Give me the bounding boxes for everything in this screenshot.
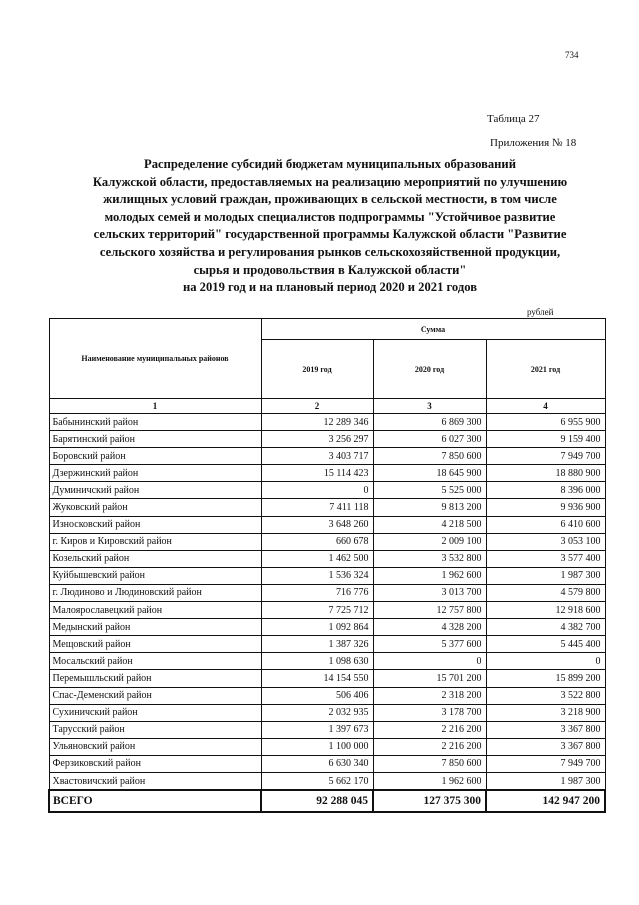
amount-cell-2021: 7 949 700: [486, 755, 605, 772]
col-number: 1: [49, 399, 261, 414]
amount-cell-2021: 3 053 100: [486, 533, 605, 550]
district-name-cell: Думиничский район: [49, 482, 261, 499]
table-row: [49, 465, 605, 482]
amount-cell-2019: 7 725 712: [261, 602, 373, 619]
amount-cell-2019: 2 032 935: [261, 704, 373, 721]
district-name-cell: Барятинский район: [49, 431, 261, 448]
amount-cell-2019: 1 462 500: [261, 550, 373, 567]
district-name-cell: Спас-Деменский район: [49, 687, 261, 704]
amount-cell-2020: 4 218 500: [373, 516, 486, 533]
title-line: сырья и продовольствия в Калужской области": [193, 262, 467, 277]
district-name-cell: Боровский район: [49, 448, 261, 465]
amount-cell-2019: 1 387 326: [261, 636, 373, 653]
col-number: 3: [373, 399, 486, 414]
amount-cell-2020: 6 027 300: [373, 431, 486, 448]
amount-cell-2020: 3 013 700: [373, 584, 486, 601]
amount-cell-2019: 716 776: [261, 584, 373, 601]
table-row: [49, 636, 605, 653]
amount-cell-2021: 3 522 800: [486, 687, 605, 704]
table-row: [49, 670, 605, 687]
amount-cell-2021: 4 382 700: [486, 619, 605, 636]
district-name-cell: Куйбышевский район: [49, 567, 261, 584]
total-amount-2019: 92 288 045: [261, 790, 373, 812]
table-row: [49, 602, 605, 619]
table-row: [49, 482, 605, 499]
total-row: [49, 790, 605, 812]
amount-cell-2020: 9 813 200: [373, 499, 486, 516]
amount-cell-2021: 18 880 900: [486, 465, 605, 482]
col-number: 4: [486, 399, 605, 414]
amount-cell-2019: 1 536 324: [261, 567, 373, 584]
amount-cell-2019: 14 154 550: [261, 670, 373, 687]
district-name-cell: Мосальский район: [49, 653, 261, 670]
amount-cell-2021: 1 987 300: [486, 772, 605, 790]
title-line: молодых семей и молодых специалистов подпрограммы "Устойчивое развитие: [104, 209, 556, 224]
table-row: [49, 516, 605, 533]
amount-cell-2020: 0: [373, 653, 486, 670]
title-line: Распределение субсидий бюджетам муниципальных образований: [144, 157, 516, 171]
title-line: сельских территорий" государственной программы Калужской области "Развитие: [93, 227, 567, 242]
table-row: [49, 499, 605, 516]
units-label: рублей: [527, 307, 554, 317]
amount-cell-2020: 7 850 600: [373, 755, 486, 772]
table-row: [49, 414, 605, 431]
table-row: [49, 567, 605, 584]
district-name-cell: Козельский район: [49, 550, 261, 567]
amount-cell-2020: 1 962 600: [373, 772, 486, 790]
title-line: Калужской области, предоставляемых на реализацию мероприятий по улучшению: [92, 174, 568, 189]
appendix-label: Приложения № 18: [490, 137, 577, 149]
total-label: ВСЕГО: [49, 790, 261, 812]
amount-cell-2021: 8 396 000: [486, 482, 605, 499]
amount-cell-2019: 506 406: [261, 687, 373, 704]
amount-cell-2021: 6 410 600: [486, 516, 605, 533]
amount-cell-2020: 18 645 900: [373, 465, 486, 482]
table-row: [49, 550, 605, 567]
amount-cell-2020: 2 216 200: [373, 721, 486, 738]
amount-cell-2020: 3 178 700: [373, 704, 486, 721]
amount-cell-2020: 6 869 300: [373, 414, 486, 431]
table-row: [49, 772, 605, 790]
col-header-2020: 2020 год: [373, 340, 486, 399]
amount-cell-2021: 9 159 400: [486, 431, 605, 448]
table-row: [49, 533, 605, 550]
amount-cell-2020: 12 757 800: [373, 602, 486, 619]
table-row: [49, 687, 605, 704]
column-number-row: [49, 399, 605, 414]
table-row: [49, 431, 605, 448]
amount-cell-2019: 5 662 170: [261, 772, 373, 790]
amount-cell-2021: 5 445 400: [486, 636, 605, 653]
amount-cell-2020: 7 850 600: [373, 448, 486, 465]
title-line: сельского хозяйства и регулирования рынков сельскохозяйственной продукции,: [99, 244, 561, 259]
amount-cell-2021: 3 367 800: [486, 738, 605, 755]
amount-cell-2021: 3 367 800: [486, 721, 605, 738]
table-row: [49, 738, 605, 755]
col-header-name: Наименование муниципальных районов: [49, 319, 261, 399]
district-name-cell: Ферзиковский район: [49, 755, 261, 772]
col-header-2019: 2019 год: [261, 340, 373, 399]
table-row: [49, 619, 605, 636]
table-row: [49, 721, 605, 738]
table-row: [49, 755, 605, 772]
amount-cell-2021: 9 936 900: [486, 499, 605, 516]
amount-cell-2021: 12 918 600: [486, 602, 605, 619]
total-amount-2020: 127 375 300: [373, 790, 486, 812]
amount-cell-2019: 6 630 340: [261, 755, 373, 772]
amount-cell-2020: 5 377 600: [373, 636, 486, 653]
district-name-cell: Тарусский район: [49, 721, 261, 738]
amount-cell-2020: 2 318 200: [373, 687, 486, 704]
amount-cell-2020: 2 009 100: [373, 533, 486, 550]
col-header-2021: 2021 год: [486, 340, 605, 399]
district-name-cell: Сухиничский район: [49, 704, 261, 721]
amount-cell-2019: 3 256 297: [261, 431, 373, 448]
title-line: на 2019 год и на плановый период 2020 и 2021 годов: [182, 280, 478, 295]
amount-cell-2019: 1 397 673: [261, 721, 373, 738]
district-name-cell: г. Киров и Кировский район: [49, 533, 261, 550]
amount-cell-2021: 3 577 400: [486, 550, 605, 567]
table-row: [49, 704, 605, 721]
amount-cell-2021: 4 579 800: [486, 584, 605, 601]
col-number: 2: [261, 399, 373, 414]
district-name-cell: Износковский район: [49, 516, 261, 533]
amount-cell-2021: 1 987 300: [486, 567, 605, 584]
district-name-cell: Дзержинский район: [49, 465, 261, 482]
district-name-cell: Малоярославецкий район: [49, 602, 261, 619]
col-header-sum: Сумма: [261, 319, 605, 340]
amount-cell-2019: 15 114 423: [261, 465, 373, 482]
amount-cell-2021: 7 949 700: [486, 448, 605, 465]
district-name-cell: Хвастовичский район: [49, 772, 261, 790]
amount-cell-2021: 15 899 200: [486, 670, 605, 687]
amount-cell-2019: 1 100 000: [261, 738, 373, 755]
subsidy-table: [48, 318, 606, 813]
amount-cell-2021: 0: [486, 653, 605, 670]
amount-cell-2019: 7 411 118: [261, 499, 373, 516]
district-name-cell: Медынский район: [49, 619, 261, 636]
table-row: [49, 653, 605, 670]
district-name-cell: Перемышльский район: [49, 670, 261, 687]
amount-cell-2019: 3 648 260: [261, 516, 373, 533]
amount-cell-2019: 12 289 346: [261, 414, 373, 431]
amount-cell-2021: 6 955 900: [486, 414, 605, 431]
title-line: жилищных условий граждан, проживающих в сельской местности, в том числе: [103, 192, 557, 207]
district-name-cell: Бабынинский район: [49, 414, 261, 431]
amount-cell-2019: 0: [261, 482, 373, 499]
amount-cell-2021: 3 218 900: [486, 704, 605, 721]
table-label: Таблица 27: [487, 113, 540, 125]
page-number: 734: [565, 50, 579, 60]
district-name-cell: Жуковский район: [49, 499, 261, 516]
amount-cell-2020: 2 216 200: [373, 738, 486, 755]
district-name-cell: Ульяновский район: [49, 738, 261, 755]
amount-cell-2020: 5 525 000: [373, 482, 486, 499]
total-amount-2021: 142 947 200: [486, 790, 605, 812]
amount-cell-2020: 4 328 200: [373, 619, 486, 636]
amount-cell-2019: 660 678: [261, 533, 373, 550]
amount-cell-2020: 3 532 800: [373, 550, 486, 567]
amount-cell-2020: 15 701 200: [373, 670, 486, 687]
amount-cell-2020: 1 962 600: [373, 567, 486, 584]
amount-cell-2019: 1 098 630: [261, 653, 373, 670]
amount-cell-2019: 1 092 864: [261, 619, 373, 636]
table-row: [49, 448, 605, 465]
document-title: [50, 156, 610, 297]
district-name-cell: г. Людиново и Людиновский район: [49, 584, 261, 601]
district-name-cell: Мещовский район: [49, 636, 261, 653]
amount-cell-2019: 3 403 717: [261, 448, 373, 465]
table-row: [49, 584, 605, 601]
